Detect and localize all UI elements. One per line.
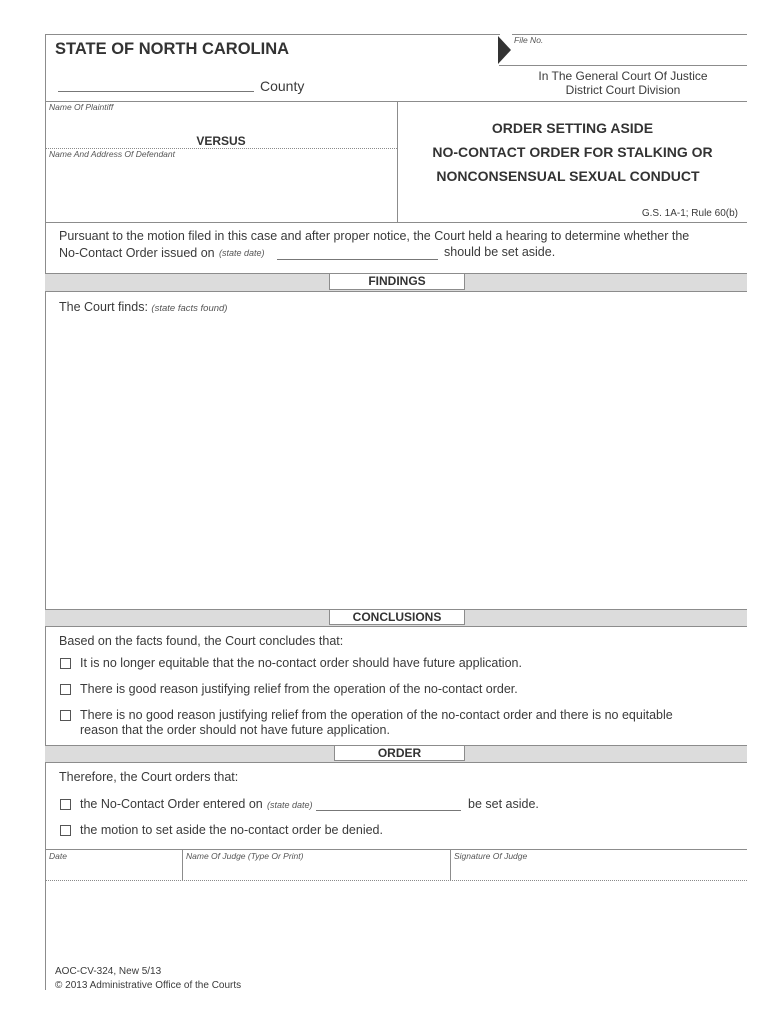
findings-heading: FINDINGS (329, 273, 465, 290)
intro-line2-prefix: No-Contact Order issued on (59, 246, 215, 260)
copyright: © 2013 Administrative Office of the Courts (55, 980, 242, 991)
statute-citation: G.S. 1A-1; Rule 60(b) (641, 208, 738, 219)
order-intro: Therefore, the Court orders that: (59, 770, 239, 784)
top-border (45, 34, 500, 35)
conclusion-option-2: There is good reason justifying relief from the operation of the no-contact order. (80, 682, 518, 696)
form-title-line2: NO-CONTACT ORDER FOR STALKING OR (432, 144, 713, 160)
versus-label: VERSUS (196, 134, 246, 148)
order-heading: ORDER (334, 745, 465, 761)
date-field[interactable] (48, 862, 180, 878)
conclusion-option-3: There is no good reason justifying relief from the operation of the no-contact order and there is no equitable (80, 708, 673, 722)
parties-top-line (45, 101, 747, 102)
order-date-input-line[interactable] (316, 810, 461, 811)
left-border (45, 34, 46, 990)
court-line1: In The General Court Of Justice (538, 69, 708, 83)
order-option1-suffix: be set aside. (468, 797, 539, 811)
court-line2: District Court Division (565, 83, 681, 97)
plaintiff-label: Name Of Plaintiff (49, 102, 114, 112)
order-checkbox-denied[interactable] (60, 825, 71, 836)
signature-bottom-line (45, 880, 747, 881)
signature-divider-1 (182, 849, 183, 880)
judge-name-field[interactable] (185, 862, 447, 878)
judge-name-label: Name Of Judge (Type Or Print) (186, 851, 304, 861)
conclusion-checkbox-2[interactable] (60, 684, 71, 695)
findings-prompt-text: The Court finds: (59, 300, 148, 314)
form-id: AOC-CV-324, New 5/13 (55, 966, 162, 977)
signature-top-line (45, 849, 747, 850)
conclusion-checkbox-1[interactable] (60, 658, 71, 669)
order-option2: the motion to set aside the no-contact order be denied. (80, 823, 383, 837)
order-checkbox-set-aside[interactable] (60, 799, 71, 810)
findings-text-area[interactable] (50, 318, 744, 606)
conclusions-intro: Based on the facts found, the Court concludes that: (59, 634, 344, 648)
conclusions-heading: CONCLUSIONS (329, 609, 465, 625)
file-no-arrow-icon (498, 36, 512, 64)
conclusion-checkbox-3[interactable] (60, 710, 71, 721)
judge-signature-field[interactable] (453, 862, 745, 878)
findings-prompt (59, 300, 227, 314)
conclusion-option-3-cont: reason that the order should not have future application. (80, 723, 390, 737)
findings-hint: (state facts found) (151, 303, 228, 314)
intro-date-hint: (state date) (219, 248, 265, 258)
intro-line2-suffix: should be set aside. (444, 245, 556, 259)
order-option1-prefix: the No-Contact Order entered on (80, 797, 263, 811)
defendant-label: Name And Address Of Defendant (49, 149, 175, 159)
file-no-bottom-border (499, 65, 747, 66)
intro-date-input-line[interactable] (277, 259, 438, 260)
order-option1-hint: (state date) (267, 800, 313, 810)
county-label: County (260, 78, 305, 94)
defendant-name-field[interactable] (48, 161, 394, 219)
file-no-top-border (512, 34, 747, 35)
plaintiff-name-field[interactable] (48, 113, 394, 133)
form-title-line3: NONCONSENSUAL SEXUAL CONDUCT (436, 168, 700, 184)
state-title: STATE OF NORTH CAROLINA (55, 40, 290, 58)
intro-line1: Pursuant to the motion filed in this case and after proper notice, the Court held a hearing to determine whether the (59, 229, 690, 243)
signature-divider-2 (450, 849, 451, 880)
file-no-field[interactable] (514, 46, 746, 64)
date-label: Date (49, 851, 67, 861)
intro-top-line (45, 222, 747, 223)
judge-signature-label: Signature Of Judge (454, 851, 528, 861)
county-input-line[interactable] (58, 91, 254, 92)
conclusion-option-1: It is no longer equitable that the no-contact order should have future application. (80, 656, 522, 670)
file-no-label: File No. (514, 35, 544, 45)
form-title-line1: ORDER SETTING ASIDE (491, 120, 654, 136)
